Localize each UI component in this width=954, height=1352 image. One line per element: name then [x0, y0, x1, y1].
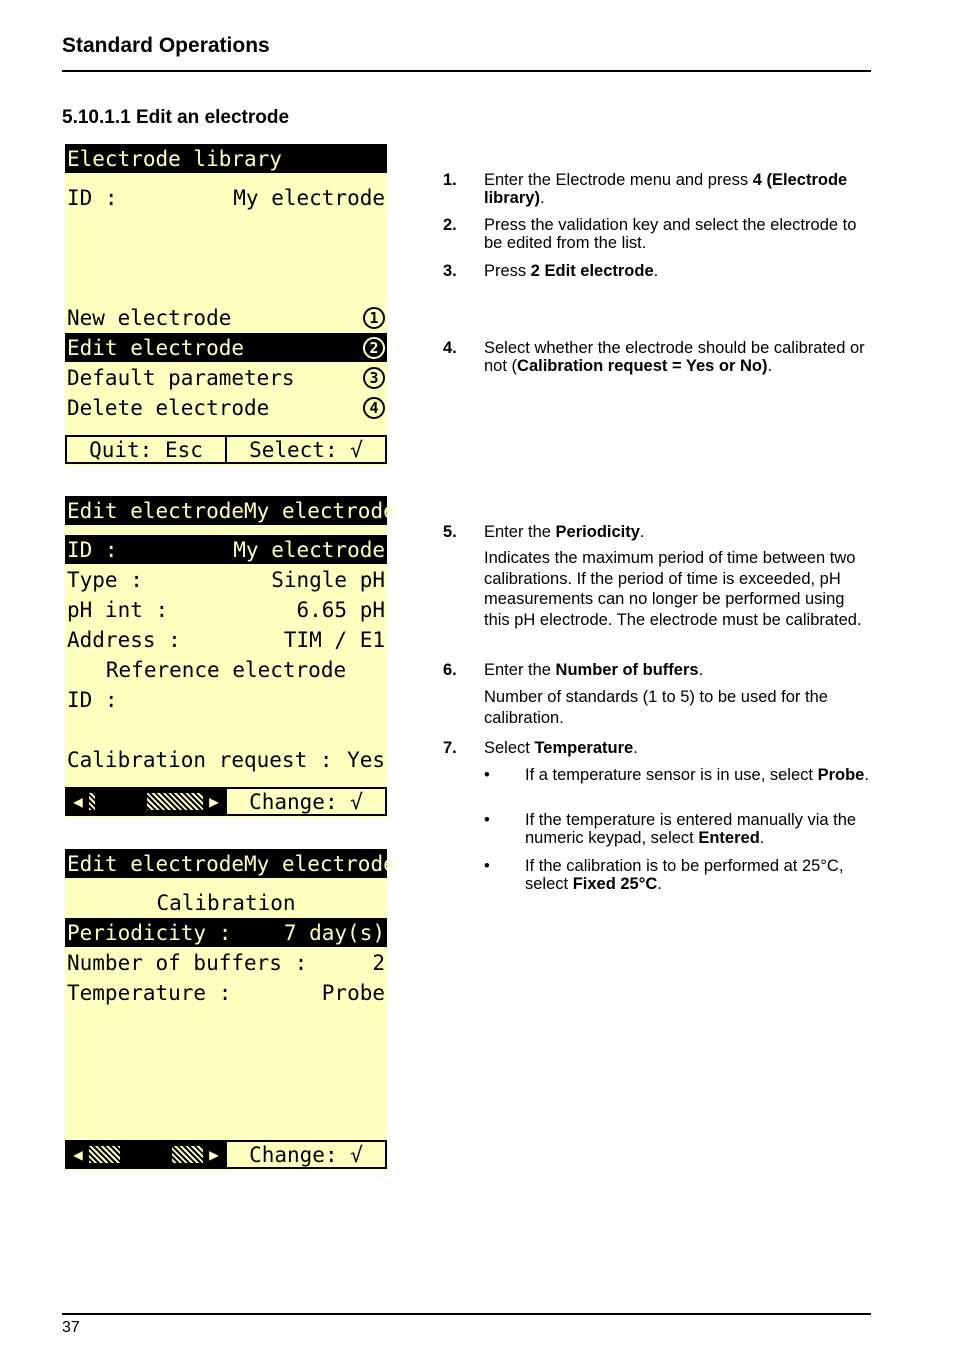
- scroll-right-arrow-icon[interactable]: ▶: [209, 792, 219, 811]
- step-1: [443, 171, 871, 207]
- lcd-id-row: [65, 183, 387, 212]
- bullet-icon: •: [484, 811, 490, 829]
- scroll-left-arrow-icon[interactable]: ◀: [73, 1145, 83, 1164]
- bullet-text: If the temperature is entered manually via the numeric keypad, select: [525, 811, 857, 847]
- menu-item-label: Default parameters: [67, 365, 295, 390]
- lcd-title: Edit electrode: [67, 851, 245, 876]
- lcd-title: Electrode library: [67, 146, 282, 171]
- step-emphasis: Temperature: [534, 739, 634, 757]
- step-emphasis: 4 (Electrode library): [484, 171, 848, 207]
- step-text-end: .: [767, 357, 773, 375]
- scroll-track: [89, 793, 203, 810]
- field-label: ID :: [67, 537, 118, 562]
- scroll-right-arrow-icon[interactable]: ▶: [209, 1145, 219, 1164]
- step-text: Select: [484, 739, 535, 757]
- page-header-title: Standard Operations: [62, 34, 270, 57]
- bullet-emphasis: Probe: [817, 766, 865, 784]
- step-text-end: .: [633, 739, 638, 757]
- key-3-icon: 3: [363, 367, 385, 389]
- bullet-item: [484, 811, 874, 847]
- select-softkey[interactable]: Select: √: [225, 437, 385, 462]
- bullet-item: [484, 857, 874, 893]
- bullet-emphasis: Entered: [698, 829, 760, 847]
- lcd-title-bar: [65, 496, 396, 525]
- field-value: 6.65 pH: [296, 597, 385, 622]
- scroll-thumb[interactable]: [95, 793, 146, 810]
- id-value: My electrode: [233, 185, 385, 210]
- field-label: Periodicity :: [67, 920, 232, 945]
- quit-softkey[interactable]: Quit: Esc: [89, 437, 203, 462]
- menu-item-label: Delete electrode: [67, 395, 270, 420]
- step-text: Press the validation key and select the electrode to be edited from the list.: [484, 216, 857, 252]
- header-divider: [62, 70, 871, 72]
- field-address[interactable]: [65, 625, 387, 654]
- menu-item-label: New electrode: [67, 305, 232, 330]
- bullet-text: If a temperature sensor is in use, select: [525, 766, 818, 784]
- lcd-title-bar: [65, 849, 396, 878]
- bullet-text-end: .: [657, 875, 662, 893]
- scrollbar[interactable]: [67, 789, 227, 814]
- step-text-end: .: [698, 661, 704, 679]
- step-number: 1.: [443, 171, 457, 189]
- field-value: Single pH: [271, 567, 385, 592]
- lcd-title-right: My electrode: [244, 498, 396, 523]
- lcd-softkey-bar: [65, 787, 387, 816]
- scroll-thumb[interactable]: [120, 1146, 171, 1163]
- calibration-heading: [65, 888, 387, 917]
- field-value: Probe: [321, 980, 385, 1005]
- field-label: Temperature :: [67, 980, 232, 1005]
- bullet-text: If the calibration is to be performed at 25°C, select: [525, 857, 844, 893]
- step-text: Select whether the electrode should be calibrated or not (: [484, 339, 865, 375]
- field-label: Type :: [67, 567, 143, 592]
- lcd-screen-edit-electrode: [65, 496, 396, 818]
- step-2: [443, 216, 871, 252]
- reference-electrode-heading: [65, 655, 387, 684]
- step-number: 5.: [443, 523, 457, 541]
- section-title: 5.10.1.1 Edit an electrode: [62, 107, 290, 128]
- field-value: Yes: [347, 747, 385, 772]
- lcd-screen-calibration: [65, 849, 396, 1171]
- field-id[interactable]: [65, 535, 387, 564]
- step-4: [443, 339, 871, 375]
- scrollbar[interactable]: [67, 1142, 227, 1167]
- bullet-emphasis: Fixed 25°C: [572, 875, 658, 893]
- change-softkey[interactable]: Change: √: [249, 1142, 363, 1167]
- field-value: 2: [372, 950, 385, 975]
- field-label: pH int :: [67, 597, 169, 622]
- step-text-end: .: [653, 262, 659, 280]
- bullet-text-end: .: [759, 829, 765, 847]
- page-number: 37: [62, 1319, 80, 1336]
- menu-item-default-parameters[interactable]: [65, 363, 387, 392]
- bullet-icon: •: [484, 766, 490, 784]
- step-number: 6.: [443, 661, 457, 679]
- step-3: [443, 262, 871, 280]
- field-value: 7 day(s): [283, 920, 385, 945]
- scroll-track: [89, 1146, 203, 1163]
- field-ph-int[interactable]: [65, 595, 387, 624]
- step-6-description: Number of standards (1 to 5) to be used for the calibration.: [484, 688, 828, 727]
- step-emphasis: Calibration request = Yes or No): [517, 357, 768, 375]
- field-number-of-buffers[interactable]: [65, 948, 387, 977]
- field-label: Calibration request :: [67, 747, 333, 772]
- key-2-icon: 2: [363, 337, 385, 359]
- field-label: ID :: [67, 687, 118, 712]
- lcd-screen-electrode-library: [65, 144, 387, 466]
- step-number: 4.: [443, 339, 457, 357]
- heading-text: Reference electrode: [105, 657, 347, 682]
- menu-item-label: Edit electrode: [67, 335, 245, 360]
- lcd-title-right: My electrode: [244, 851, 396, 876]
- lcd-title: Edit electrode: [67, 498, 245, 523]
- lcd-softkey-bar: [65, 435, 387, 464]
- field-temperature[interactable]: [65, 978, 387, 1007]
- step-5: [443, 523, 871, 541]
- bullet-icon: •: [484, 857, 490, 875]
- menu-item-edit-electrode[interactable]: [65, 333, 387, 362]
- heading-text: Calibration: [156, 890, 296, 915]
- change-softkey[interactable]: Change: √: [249, 789, 363, 814]
- step-number: 3.: [443, 262, 457, 280]
- field-type[interactable]: [65, 565, 387, 594]
- step-text: Enter the: [484, 661, 556, 679]
- lcd-title-bar: [65, 144, 387, 173]
- field-calibration-request[interactable]: [65, 745, 387, 774]
- step-number: 2.: [443, 216, 457, 234]
- field-label: Number of buffers :: [67, 950, 308, 975]
- scroll-left-arrow-icon[interactable]: ◀: [73, 792, 83, 811]
- id-label: ID :: [67, 185, 118, 210]
- step-number: 7.: [443, 739, 457, 757]
- step-text-end: .: [639, 523, 645, 541]
- step-5-description: Indicates the maximum period of time between two calibrations. If the period of time is exceeded, pH measurements can no longer be performed using this pH electrode. The electrode must be calibrated.: [484, 549, 862, 629]
- step-text: Enter the: [484, 523, 556, 541]
- step-emphasis: Number of buffers: [555, 661, 699, 679]
- footer-divider: [62, 1313, 871, 1315]
- step-text: Enter the Electrode menu and press: [484, 171, 753, 189]
- step-emphasis: Periodicity: [555, 523, 640, 541]
- menu-item-new-electrode[interactable]: [65, 303, 387, 332]
- step-6: [443, 661, 871, 679]
- key-1-icon: 1: [363, 307, 385, 329]
- field-periodicity[interactable]: [65, 918, 387, 947]
- bullet-item: [484, 766, 874, 784]
- menu-item-delete-electrode[interactable]: [65, 393, 387, 422]
- step-text-end: .: [539, 189, 545, 207]
- bullet-text-end: .: [864, 766, 869, 784]
- step-text: Press: [484, 262, 531, 280]
- lcd-softkey-bar: [65, 1140, 387, 1169]
- step-emphasis: 2 Edit electrode: [530, 262, 654, 280]
- step-7: [443, 739, 871, 757]
- field-value: TIM / E1: [283, 627, 385, 652]
- field-label: Address :: [67, 627, 181, 652]
- field-reference-id[interactable]: [65, 685, 387, 714]
- field-value: My electrode: [233, 537, 385, 562]
- key-4-icon: 4: [363, 397, 385, 419]
